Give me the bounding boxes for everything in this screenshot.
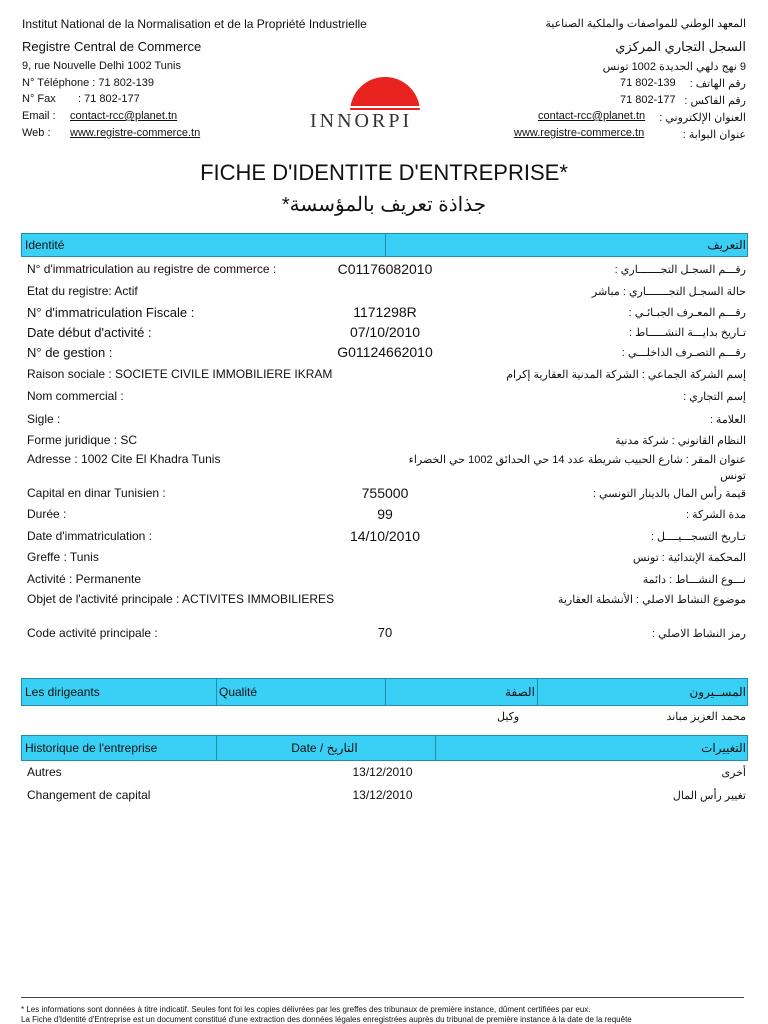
identity-row-ar: تـاريخ بدايـــة النشـــــاط : [628,327,746,339]
identity-row-value: C01176082010 [337,261,433,277]
identity-row-ar: حالة السجـل التجـــــــاري : مباشر [591,286,746,298]
identity-row-fr: Capital en dinar Tunisien : [27,486,166,500]
identity-row-value: 70 [377,625,393,640]
identity-row-fr: Raison sociale : SOCIETE CIVILE IMMOBILIERE IKRAM [27,367,333,381]
web-link-fr[interactable]: www.registre-commerce.tn [70,127,201,139]
identity-row-value: 14/10/2010 [349,528,421,544]
identity-header-bar [21,233,748,257]
identity-row-ar: تـاريخ التسجـــيــــل : [650,531,746,543]
email-link-fr[interactable]: contact-rcc@planet.tn [70,110,178,122]
history-row-ar: تغيير رأس المال [672,790,746,802]
managers-header-ar: المســيرون [689,685,746,699]
identity-row-fr: Objet de l'activité principale : ACTIVITES IMMOBILIERES [27,592,335,606]
managers-header-quality-ar: الصفة [505,685,535,699]
identity-row-ar: قيمة رأس المال بالدينار التونسي : [592,488,746,500]
institute-name-ar: المعهد الوطني للمواصفات والملكية الصناعية [545,18,746,30]
footer-note-1: * Les informations sont données à titre indicatif. Seules font foi les copies délivrées par les greffes des tribunaux de première instance, dûment certifiées par eux. [21,1005,591,1014]
document-title-fr: FICHE D'IDENTITE D'ENTREPRISE* [200,160,568,185]
history-header-date: Date / التاريخ [291,741,358,755]
identity-row-fr: Sigle : [27,412,61,426]
identity-row-ar: العلامة : [709,414,746,426]
identity-row-ar: المحكمة الإبتدائية : تونس [632,552,746,564]
web-label-ar: عنوان البوابة : [682,129,746,141]
identity-row-fr: N° d'immatriculation Fiscale : [27,305,195,320]
document-title-ar: جذاذة تعريف بالمؤسسة* [281,194,487,216]
registry-name-ar: السجل التجاري المركزي [615,39,746,54]
fax-label-ar: رقم الفاكس : [684,95,746,107]
identity-row-fr: Date début d'activité : [27,325,152,340]
email-link-ar[interactable]: contact-rcc@planet.tn [538,110,646,122]
phone-fr: N° Téléphone : 71 802-139 [22,77,155,89]
identity-row-ar: تونس [720,470,746,482]
fax-value-ar: 71 802-177 [620,94,676,106]
identity-row-fr: N° de gestion : [27,345,113,360]
managers-header-fr: Les dirigeants [25,685,100,699]
identity-row-ar: النظام القانوني : شركة مدنية [615,435,746,447]
identity-row-fr: Durée : [27,507,67,521]
footer-note-2: La Fiche d'Identité d'Entreprise est un document constitué d'une extraction des données légales enregistrées auprès du tribunal de première instance à la date de la requête [21,1015,632,1024]
institute-name-fr: Institut National de la Normalisation et de la Propriété Industrielle [22,17,367,31]
fax-label-fr: N° Fax [22,93,56,105]
phone-label-ar: رقم الهاتف : [689,78,746,90]
identity-row-fr: Greffe : Tunis [27,550,99,564]
history-row-date: 13/12/2010 [352,765,413,779]
identity-row-fr: N° d'immatriculation au registre de commerce : [27,262,277,276]
identity-header-ar: التعريف [707,238,746,252]
history-header-ar: التغييرات [701,741,746,755]
logo-wordmark: INNORPI [310,110,413,132]
identity-row-fr: Adresse : 1002 Cite El Khadra Tunis [27,452,221,466]
identity-row-fr: Etat du registre: Actif [27,284,138,298]
phone-value-ar: 71 802-139 [620,77,676,89]
identity-row-ar: رقـــم التصـرف الداخلـــي : [621,347,746,359]
identity-row-ar: نـــوع النشـــاط : دائمة [642,574,746,586]
identity-row-value: G01124662010 [337,344,433,360]
identity-row-fr: Nom commercial : [27,389,124,403]
identity-row-value: 07/10/2010 [349,324,421,340]
identity-row-ar: رقـــم السجـل التجـــــــاري : [614,264,746,276]
history-row-ar: أخرى [721,767,746,779]
identity-row-ar: عنوان المقر : شارع الحبيب شريطة عدد 14 حي الحدائق 1002 حي الخضراء [408,454,746,466]
address-fr: 9, rue Nouvelle Delhi 1002 Tunis [22,60,181,72]
identity-row-ar: رمز النشاط الاصلي : [651,628,746,640]
identity-row-value: 99 [377,506,393,522]
history-row-date: 13/12/2010 [352,788,413,802]
email-label-fr: Email : [22,110,56,122]
identity-row-fr: Date d'immatriculation : [27,529,153,543]
identity-header-fr: Identité [25,238,65,252]
managers-header-quality: Qualité [219,685,258,699]
address-ar: 9 نهج دلهي الجديدة 1002 تونس [602,61,746,73]
identity-row-value: 1171298R [353,304,417,320]
web-label-fr: Web : [22,127,51,139]
history-row-fr: Autres [27,765,62,779]
identity-row-fr: Forme juridique : SC [27,433,138,447]
footer-divider [21,997,744,998]
identity-row-fr: Code activité principale : [27,626,158,640]
identity-row-ar: إسم التجاري : [683,391,746,403]
manager-name: محمد العزيز مباند [666,711,746,723]
history-header-fr: Historique de l'entreprise [25,741,158,755]
identity-row-ar: موضوع النشاط الاصلي : الأنشطة العقارية [557,594,746,606]
web-link-ar[interactable]: www.registre-commerce.tn [514,127,645,139]
registry-name-fr: Registre Central de Commerce [22,39,202,54]
history-row-fr: Changement de capital [27,788,151,802]
managers-header-bar [21,678,748,706]
fax-value-fr: : 71 802-177 [78,93,140,105]
identity-row-value: 755000 [361,485,409,501]
innorpi-logo [300,70,470,138]
identity-row-fr: Activité : Permanente [27,572,142,586]
manager-quality: وكيل [497,711,520,723]
identity-row-ar: رقـــم المعـرف الجبـائـي : [628,307,746,319]
identity-row-ar: إسم الشركة الجماعي : الشركة المدنية العقارية إكرام [506,369,746,381]
identity-row-ar: مدة الشركة : [685,509,746,521]
email-label-ar: العنوان الإلكتروني : [659,112,746,124]
